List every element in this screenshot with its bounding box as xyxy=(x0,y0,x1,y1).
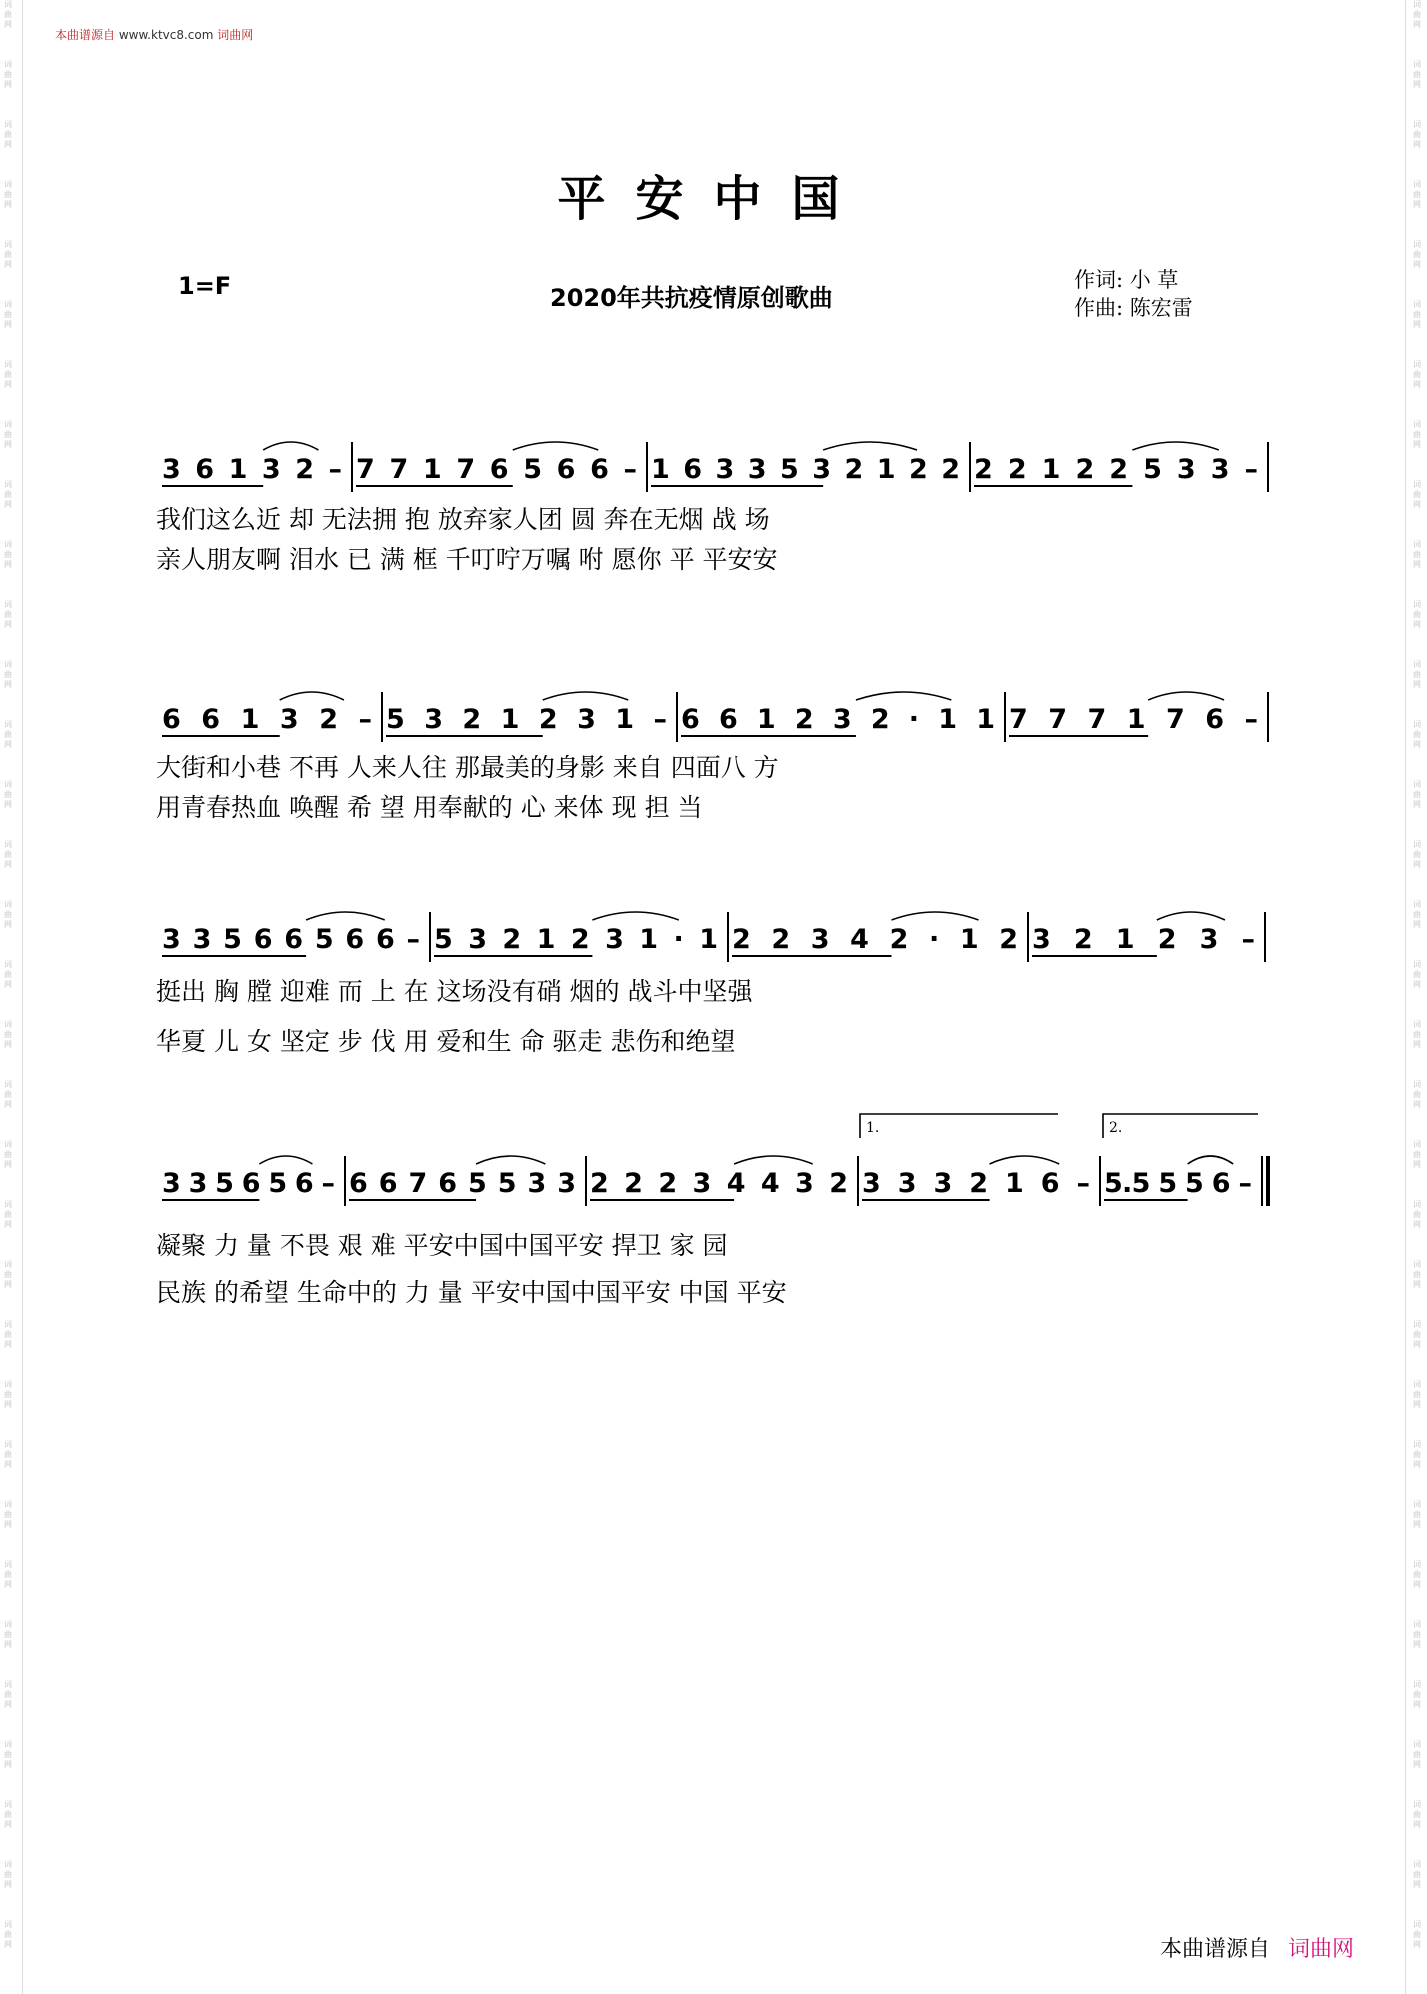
watermark-text: 词 曲 网 xyxy=(1413,1260,1421,1289)
watermark-text: 词 曲 网 xyxy=(4,1140,12,1169)
watermark-text: 词 曲 网 xyxy=(1413,0,1421,29)
measure-notes: 3 3 5 6 6 5 6 6 – xyxy=(162,924,420,955)
footer-source xyxy=(1160,1932,1354,1963)
slur xyxy=(892,912,979,920)
watermark-text: 词 曲 网 xyxy=(4,120,12,149)
watermark-text: 词 曲 网 xyxy=(4,1560,12,1589)
measure-notes: 2 2 2 3 4 4 3 2 xyxy=(590,1168,848,1199)
watermark-text: 词 曲 网 xyxy=(1413,780,1421,809)
footer-source-text: 本曲谱源自 xyxy=(1160,1937,1271,1962)
composer-credit: 作曲: 陈宏雷 xyxy=(1074,296,1193,320)
measure-notes: 3 3 3 2 1 6 – xyxy=(862,1168,1090,1199)
measure-notes: 1 6 3 3 5 3 2 1 2 2 xyxy=(651,454,960,485)
measure-notes: 3 2 1 2 3 – xyxy=(1032,924,1255,955)
lyricist-credit: 作词: 小 草 xyxy=(1074,268,1179,292)
watermark-text: 词 曲 网 xyxy=(4,1860,12,1889)
measure-notes: 6 6 7 6 5 5 3 3 xyxy=(349,1168,576,1199)
watermark-text: 词 曲 网 xyxy=(1413,60,1421,89)
slur xyxy=(259,1156,312,1164)
measure-notes: 3 3 5 6 5 6 – xyxy=(162,1168,335,1199)
watermark-text: 词 曲 网 xyxy=(1413,660,1421,689)
slur xyxy=(263,442,318,450)
watermark-text: 词 曲 网 xyxy=(1413,1440,1421,1469)
volta-label: 2. xyxy=(1109,1120,1123,1136)
slur xyxy=(1132,442,1218,450)
lyric-line: 我们这么近 却 无法拥 抱 放弃家人团 圆 奔在无烟 战 场 xyxy=(156,505,770,534)
watermark-text: 词 曲 网 xyxy=(4,60,12,89)
watermark-text: 词 曲 网 xyxy=(1413,480,1421,509)
watermark-text: 词 曲 网 xyxy=(1413,600,1421,629)
watermark-text: 词 曲 网 xyxy=(4,420,12,449)
watermark-text: 词 曲 网 xyxy=(4,900,12,929)
measure-notes: 6 6 1 3 2 – xyxy=(162,704,372,735)
watermark-text: 词 曲 网 xyxy=(4,1380,12,1409)
lyric-line: 华夏 儿 女 坚定 步 伐 用 爱和生 命 驱走 悲伤和绝望 xyxy=(156,1027,736,1056)
watermark-text: 词 曲 网 xyxy=(4,1800,12,1829)
slur xyxy=(990,1156,1060,1164)
watermark-text: 词 曲 网 xyxy=(1413,540,1421,569)
watermark-text: 词 曲 网 xyxy=(4,1500,12,1529)
watermark-text: 词 曲 网 xyxy=(1413,1740,1421,1769)
watermark-text: 词 曲 网 xyxy=(1413,360,1421,389)
watermark-text: 词 曲 网 xyxy=(1413,960,1421,989)
measure-notes: 2 2 3 4 2 · 1 2 xyxy=(732,924,1018,955)
measure-notes: 5 3 2 1 2 3 1 · 1 xyxy=(434,924,718,955)
lyric-line: 凝聚 力 量 不畏 艰 难 平安中国中国平安 捍卫 家 园 xyxy=(156,1231,728,1260)
lyric-line: 民族 的希望 生命中的 力 量 平安中国中国平安 中国 平安 xyxy=(156,1278,787,1307)
slur xyxy=(1148,692,1224,700)
measure-notes: 7 7 7 1 7 6 – xyxy=(1009,704,1258,735)
lyric-line: 挺出 胸 膛 迎难 而 上 在 这场没有硝 烟的 战斗中坚强 xyxy=(156,977,753,1006)
watermark-text: 词 曲 网 xyxy=(4,600,12,629)
watermark-text: 词 曲 网 xyxy=(4,1260,12,1289)
lyric-line: 大街和小巷 不再 人来人往 那最美的身影 来自 四面八 方 xyxy=(156,753,779,782)
song-subtitle: 2020年共抗疫情原创歌曲 xyxy=(550,284,833,312)
watermark-text: 词 曲 网 xyxy=(1413,1620,1421,1649)
watermark-text: 词 曲 网 xyxy=(1413,120,1421,149)
source-url[interactable]: www.ktvc8.com xyxy=(118,28,214,42)
measure-notes: 7 7 1 7 6 5 6 6 – xyxy=(356,454,637,485)
watermark-text: 词 曲 网 xyxy=(1413,1380,1421,1409)
slur xyxy=(592,912,678,920)
watermark-text: 词 曲 网 xyxy=(4,1320,12,1349)
watermark-text: 词 曲 网 xyxy=(1413,1020,1421,1049)
watermark-text: 词 曲 网 xyxy=(1413,900,1421,929)
slur xyxy=(823,442,917,450)
watermark-text: 词 曲 网 xyxy=(4,840,12,869)
watermark-text: 词 曲 网 xyxy=(1413,420,1421,449)
watermark-text: 词 曲 网 xyxy=(1413,1140,1421,1169)
lyric-line: 用青春热血 唤醒 希 望 用奉献的 心 来体 现 担 当 xyxy=(156,793,703,822)
slur xyxy=(513,442,599,450)
watermark-text: 词 曲 网 xyxy=(1413,1800,1421,1829)
watermark-text: 词 曲 网 xyxy=(1413,180,1421,209)
watermark-text: 词 曲 网 xyxy=(4,960,12,989)
watermark-text: 词 曲 网 xyxy=(4,1200,12,1229)
measure-notes: 5.5 5 5 6 – xyxy=(1104,1168,1252,1199)
watermark-text: 词 曲 网 xyxy=(1413,1920,1421,1949)
watermark-text: 词 曲 网 xyxy=(1413,1320,1421,1349)
watermark-text: 词 曲 网 xyxy=(1413,300,1421,329)
measure-notes: 2 2 1 2 2 5 3 3 – xyxy=(974,454,1258,485)
volta-label: 1. xyxy=(866,1120,880,1136)
watermark-text: 词 曲 网 xyxy=(1413,1680,1421,1709)
watermark-text: 词 曲 网 xyxy=(1413,720,1421,749)
watermark-text: 词 曲 网 xyxy=(1413,1860,1421,1889)
watermark-text: 词 曲 网 xyxy=(4,1440,12,1469)
watermark-text: 词 曲 网 xyxy=(4,1080,12,1109)
watermark-text: 词 曲 网 xyxy=(4,1620,12,1649)
watermark-text: 词 曲 网 xyxy=(4,180,12,209)
watermark-text: 词 曲 网 xyxy=(4,720,12,749)
watermark-text: 词 曲 网 xyxy=(4,1740,12,1769)
watermark-text: 词 曲 网 xyxy=(1413,1200,1421,1229)
slur xyxy=(280,692,344,700)
footer-site-link[interactable]: 词曲网 xyxy=(1288,1937,1355,1962)
watermark-text: 词 曲 网 xyxy=(4,780,12,809)
song-key: 1=F xyxy=(178,272,232,300)
watermark-text: 词 曲 网 xyxy=(4,360,12,389)
slur xyxy=(1188,1156,1234,1164)
measure-notes: 5 3 2 1 2 3 1 – xyxy=(386,704,667,735)
volta-bracket xyxy=(860,1114,1058,1138)
lyric-line: 亲人朋友啊 泪水 已 满 框 千叮咛万嘱 咐 愿你 平 平安安 xyxy=(156,545,778,574)
watermark-text: 词 曲 网 xyxy=(4,240,12,269)
slur xyxy=(476,1156,545,1164)
song-title: 平安中国 xyxy=(557,171,870,227)
slur xyxy=(734,1156,813,1164)
watermark-text: 词 曲 网 xyxy=(4,480,12,509)
watermark-text: 词 曲 网 xyxy=(4,540,12,569)
watermark-text: 词 曲 网 xyxy=(4,1680,12,1709)
source-text: 本曲谱源自 xyxy=(55,28,116,42)
watermark-text: 词 曲 网 xyxy=(1413,240,1421,269)
slur xyxy=(856,692,951,700)
measure-notes: 3 6 1 3 2 – xyxy=(162,454,342,485)
watermark-text: 词 曲 网 xyxy=(4,0,12,29)
watermark-text: 词 曲 网 xyxy=(1413,1560,1421,1589)
watermark-text: 词 曲 网 xyxy=(1413,840,1421,869)
slur xyxy=(306,912,385,920)
watermark-text: 词 曲 网 xyxy=(1413,1080,1421,1109)
watermark-text: 词 曲 网 xyxy=(4,660,12,689)
source-site: 词曲网 xyxy=(217,28,254,42)
watermark-text: 词 曲 网 xyxy=(4,1920,12,1949)
measure-notes: 6 6 1 2 3 2 · 1 1 xyxy=(681,704,995,735)
slur xyxy=(1157,912,1225,920)
watermark-text: 词 曲 网 xyxy=(4,300,12,329)
slur xyxy=(543,692,629,700)
volta-bracket xyxy=(1103,1114,1258,1138)
watermark-text: 词 曲 网 xyxy=(4,1020,12,1049)
watermark-text: 词 曲 网 xyxy=(1413,1500,1421,1529)
